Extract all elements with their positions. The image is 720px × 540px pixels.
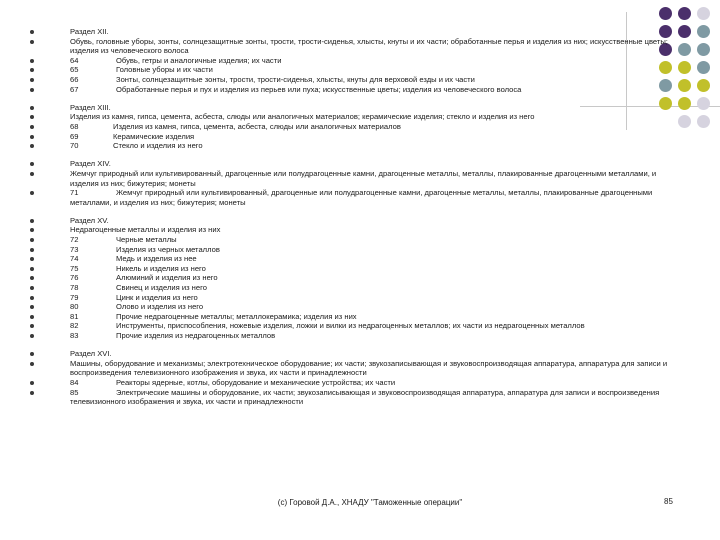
list-item (30, 245, 680, 255)
item-text: Жемчуг природный или культивированный, драгоценные или полудрагоценные камни, драгоценные металлы, металлы, плакированные драгоценными металлами, и изделия из них; бижутерия; монеты (70, 188, 653, 207)
list-item (30, 56, 680, 66)
section-header: Раздел XIV. (30, 159, 680, 169)
item-code: 73 (70, 244, 79, 254)
list-item (30, 235, 680, 245)
list-item (30, 273, 680, 283)
item-code: 78 (70, 283, 79, 293)
decor-dot (697, 7, 710, 20)
decor-dot (659, 7, 672, 20)
list-item (30, 85, 680, 95)
section-xvi (30, 349, 680, 407)
item-code: 69 (70, 131, 79, 141)
item-text: Обработанные перья и пух и изделия из перьев или пуха; искусственные цветы; изделия из человеческого волоса (116, 84, 522, 94)
section-xiii (30, 103, 680, 151)
item-text: Зонты, солнцезащитные зонты, трости, трости-сиденья, хлысты, кнуты для верховой езды и их части (116, 74, 475, 84)
item-text: Алюминий и изделия из него (116, 273, 218, 283)
item-code: 66 (70, 74, 79, 84)
item-code: 74 (70, 254, 79, 264)
item-code: 80 (70, 302, 79, 312)
decor-dot (697, 25, 710, 38)
item-text: Черные металлы (116, 235, 177, 245)
list-item (30, 254, 680, 264)
section-title: Недрагоценные металлы и изделия из них (30, 225, 680, 235)
item-text: Обувь, гетры и аналогичные изделия; их части (116, 55, 282, 65)
decor-dot (678, 7, 691, 20)
section-header: Раздел XVI. (30, 349, 680, 359)
decor-dot (697, 115, 710, 128)
list-item (30, 312, 680, 322)
section-xii (30, 27, 680, 94)
list-item (30, 283, 680, 293)
section-title: Изделия из камня, гипса, цемента, асбеста, слюды или аналогичных материалов; керамические изделия; стекло и изделия из него (30, 112, 680, 122)
list-item (30, 122, 680, 132)
item-text: Прочие изделия из недрагоценных металлов (116, 331, 276, 340)
item-code: 68 (70, 121, 79, 131)
slide-content (30, 27, 680, 415)
list-item (30, 388, 680, 407)
item-code: 83 (70, 331, 79, 340)
page-number: 85 (664, 497, 673, 506)
item-code: 64 (70, 55, 79, 65)
list-item (30, 302, 680, 312)
section-xv (30, 216, 680, 341)
decor-dot (697, 97, 710, 110)
item-text: Свинец и изделия из него (116, 283, 207, 293)
decor-dot (697, 61, 710, 74)
item-text: Электрические машины и оборудование, их части; звукозаписывающая и звуковоспроизводящая аппаратура, аппаратура для записи и воспроизведения телевизионного изображения и звука, их части и принадлежности (70, 387, 660, 407)
item-code: 82 (70, 321, 79, 331)
item-code: 84 (70, 377, 79, 387)
item-text: Изделия из черных металлов (116, 244, 220, 254)
list-item (30, 65, 680, 75)
item-text: Медь и изделия из нее (116, 254, 197, 264)
section-header: Раздел XV. (30, 216, 680, 226)
item-code: 65 (70, 65, 79, 75)
list-item (30, 264, 680, 274)
item-text: Керамические изделия (113, 131, 195, 141)
decor-dot (697, 79, 710, 92)
list-item (30, 141, 680, 151)
list-item (30, 188, 680, 207)
footer-copyright: (c) Горовой Д.А., ХНАДУ "Таможенные операции" (277, 498, 463, 507)
item-text: Изделия из камня, гипса, цемента, асбеста, слюды или аналогичных материалов (113, 121, 401, 131)
list-item (30, 331, 680, 341)
item-text: Реакторы ядерные, котлы, оборудование и механические устройства; их части (116, 377, 396, 387)
item-code: 81 (70, 311, 79, 321)
list-item (30, 75, 680, 85)
item-code: 67 (70, 84, 79, 94)
section-title: Машины, оборудование и механизмы; электротехническое оборудование; их части; звукозаписывающая и звуковоспроизводящая аппаратура, аппаратура для записи и воспроизведения телевизионного изображения и звука, их части и принадлежности (30, 359, 680, 378)
item-code: 72 (70, 235, 79, 245)
item-text: Инструменты, приспособления, ножевые изделия, ложки и вилки из недрагоценных металлов; их части из недрагоценных металлов (116, 321, 585, 331)
item-text: Головные уборы и их части (116, 65, 213, 75)
item-text: Прочие недрагоценные металлы; металлокерамика; изделия из них (116, 311, 357, 321)
item-text: Никель и изделия из него (116, 263, 206, 273)
item-code: 85 (70, 387, 79, 397)
list-item (30, 378, 680, 388)
list-item (30, 321, 680, 331)
item-code: 71 (70, 188, 79, 198)
item-code: 75 (70, 263, 79, 273)
section-header: Раздел XII. (30, 27, 680, 37)
item-text: Цинк и изделия из него (116, 292, 198, 302)
item-text: Стекло и изделия из него (113, 141, 203, 151)
section-header: Раздел XIII. (30, 103, 680, 113)
section-title: Жемчуг природный или культивированный, драгоценные или полудрагоценные камни, драгоценные металлы, металлы, плакированные драгоценными металлами, и изделия из них; бижутерия; монеты (30, 169, 680, 188)
decor-dot (697, 43, 710, 56)
item-code: 79 (70, 292, 79, 302)
item-code: 70 (70, 141, 79, 151)
list-item (30, 293, 680, 303)
item-text: Олово и изделия из него (116, 302, 204, 312)
section-title: Обувь, головные уборы, зонты, солнцезащитные зонты, трости, трости-сиденья, хлысты, кнуты и их части; обработанные перья и изделия из них; искусственные цветы; изделия из человеческого волоса (30, 37, 680, 56)
section-xiv (30, 159, 680, 207)
list-item (30, 132, 680, 142)
item-code: 76 (70, 273, 79, 283)
